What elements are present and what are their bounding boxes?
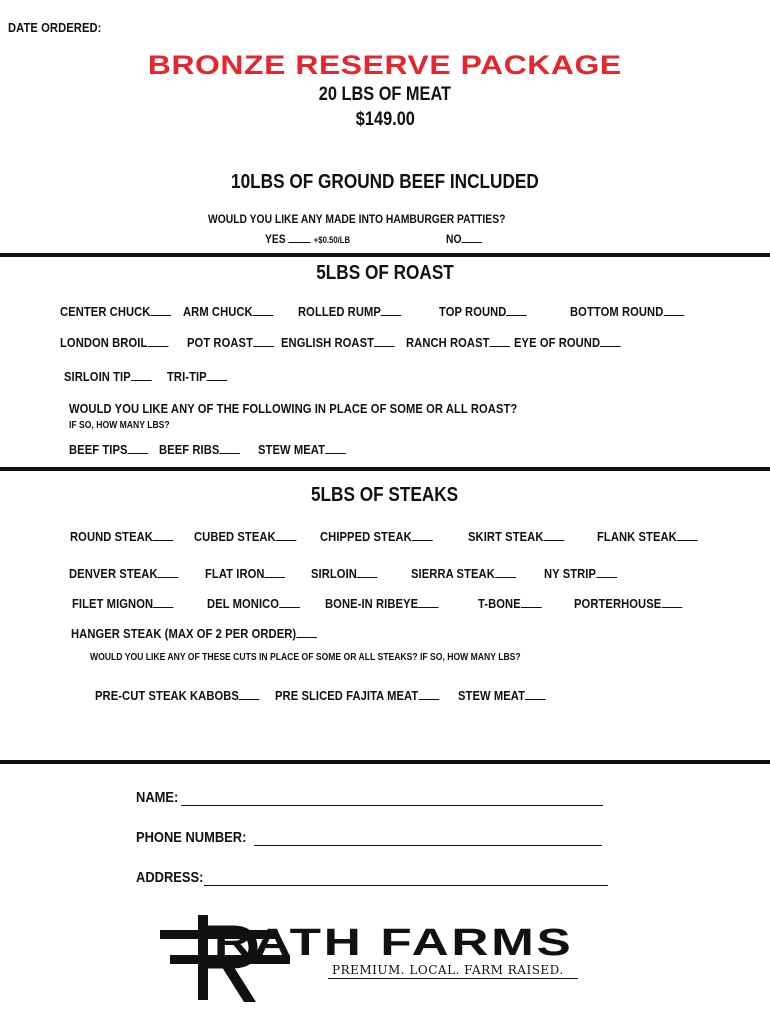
option-blank[interactable]	[600, 334, 621, 347]
option-blank[interactable]	[265, 565, 286, 578]
roast-heading-wrap	[0, 262, 770, 285]
option-label: STEW MEAT	[258, 442, 326, 457]
option-blank[interactable]	[490, 334, 511, 347]
option-blank[interactable]	[219, 441, 240, 454]
option-label: TOP ROUND	[439, 304, 507, 319]
option-label: SIRLOIN TIP	[64, 369, 131, 384]
option-label: FLANK STEAK	[597, 529, 677, 544]
steak-option[interactable]	[478, 595, 541, 611]
option-label: RANCH ROAST	[406, 335, 490, 350]
package-weight-wrap	[0, 84, 770, 106]
option-label: SIRLOIN	[311, 566, 357, 581]
steaks-heading-wrap	[0, 484, 770, 507]
date-ordered-label: DATE ORDERED:	[8, 20, 102, 35]
roast-option[interactable]	[298, 303, 402, 319]
option-blank[interactable]	[525, 687, 546, 700]
package-title: BRONZE RESERVE PACKAGE	[148, 50, 622, 80]
option-blank[interactable]	[381, 303, 402, 316]
patties-no-label: NO	[446, 232, 462, 246]
ground-beef-heading: 10LBS OF GROUND BEEF INCLUDED	[231, 171, 539, 193]
option-blank[interactable]	[495, 565, 516, 578]
option-blank[interactable]	[521, 595, 542, 608]
name-label: NAME:	[136, 789, 179, 806]
option-blank[interactable]	[158, 565, 179, 578]
steak-option[interactable]	[205, 565, 285, 581]
option-blank[interactable]	[325, 441, 346, 454]
option-label: PORTERHOUSE	[574, 596, 662, 611]
roast-substitute-option[interactable]	[69, 441, 148, 457]
option-blank[interactable]	[276, 528, 297, 541]
section-divider	[0, 253, 770, 257]
patties-question: WOULD YOU LIKE ANY MADE INTO HAMBURGER PATTIES?	[208, 212, 506, 226]
steak-option[interactable]	[311, 565, 378, 581]
patties-yes-label: YES	[265, 232, 286, 246]
steak-substitute-option[interactable]	[95, 687, 260, 703]
option-label: CENTER CHUCK	[60, 304, 151, 319]
address-field[interactable]	[204, 885, 608, 886]
option-label: BOTTOM ROUND	[570, 304, 664, 319]
rath-farms-logo	[158, 910, 598, 1005]
option-label: PRE-CUT STEAK KABOBS	[95, 688, 239, 703]
phone-label: PHONE NUMBER:	[136, 829, 247, 846]
steak-option[interactable]	[72, 595, 174, 611]
option-label: BONE-IN RIBEYE	[325, 596, 419, 611]
option-label: HANGER STEAK (MAX OF 2 PER ORDER)	[71, 626, 297, 641]
roast-option[interactable]	[167, 368, 227, 384]
roast-option[interactable]	[60, 303, 171, 319]
steak-option[interactable]	[207, 595, 300, 611]
roast-option[interactable]	[514, 334, 621, 350]
steak-option[interactable]	[325, 595, 439, 611]
patties-yes-option[interactable]	[265, 230, 350, 246]
steak-substitute-option[interactable]	[458, 687, 546, 703]
steak-option[interactable]	[71, 625, 317, 641]
roast-substitute-option[interactable]	[159, 441, 240, 457]
package-price-wrap	[0, 109, 770, 131]
option-blank[interactable]	[150, 303, 171, 316]
steak-option[interactable]	[597, 528, 697, 544]
option-blank[interactable]	[357, 565, 378, 578]
option-blank[interactable]	[207, 368, 228, 381]
option-label: FLAT IRON	[205, 566, 265, 581]
option-label: EYE OF ROUND	[514, 335, 601, 350]
steak-substitute-question: WOULD YOU LIKE ANY OF THESE CUTS IN PLACE OF SOME OR ALL STEAKS? IF SO, HOW MANY LBS?	[90, 652, 521, 663]
option-label: LONDON BROIL	[60, 335, 148, 350]
option-label: SIERRA STEAK	[411, 566, 495, 581]
patties-no-blank[interactable]	[461, 230, 482, 243]
steak-option[interactable]	[574, 595, 682, 611]
option-blank[interactable]	[239, 687, 260, 700]
roast-substitute-note: IF SO, HOW MANY LBS?	[69, 420, 170, 431]
patties-no-option[interactable]	[446, 230, 482, 246]
roast-option[interactable]	[187, 334, 274, 350]
option-blank[interactable]	[279, 595, 300, 608]
steak-option[interactable]	[468, 528, 564, 544]
option-label: TRI-TIP	[167, 369, 207, 384]
brand-tagline: PREMIUM. LOCAL. FARM RAISED.	[332, 963, 564, 977]
option-blank[interactable]	[374, 334, 395, 347]
tagline-underline	[328, 978, 578, 979]
option-blank[interactable]	[418, 595, 439, 608]
option-blank[interactable]	[296, 625, 317, 638]
option-label: SKIRT STEAK	[468, 529, 544, 544]
option-label: BEEF RIBS	[159, 442, 220, 457]
option-label: ENGLISH ROAST	[281, 335, 375, 350]
option-label: DEL MONICO	[207, 596, 280, 611]
roast-option[interactable]	[406, 334, 510, 350]
package-title-wrap	[0, 50, 770, 81]
phone-field[interactable]	[254, 845, 602, 846]
name-field[interactable]	[181, 805, 603, 806]
steak-substitute-option[interactable]	[275, 687, 439, 703]
package-price: $149.00	[355, 109, 415, 130]
patties-yes-blank[interactable]	[289, 230, 311, 243]
option-blank[interactable]	[543, 528, 564, 541]
address-label: ADDRESS:	[136, 869, 204, 886]
steak-option[interactable]	[544, 565, 617, 581]
roast-substitute-option[interactable]	[258, 441, 346, 457]
section-divider	[0, 760, 770, 764]
option-blank[interactable]	[153, 528, 174, 541]
steak-option[interactable]	[411, 565, 516, 581]
option-label: STEW MEAT	[458, 688, 526, 703]
option-blank[interactable]	[153, 595, 174, 608]
option-blank[interactable]	[147, 334, 168, 347]
roast-option[interactable]	[570, 303, 684, 319]
ground-beef-heading-wrap	[0, 171, 770, 194]
roast-option[interactable]	[60, 334, 168, 350]
option-blank[interactable]	[418, 687, 439, 700]
option-label: POT ROAST	[187, 335, 254, 350]
brand-name: RATH FARMS	[214, 922, 574, 964]
option-label: DENVER STEAK	[69, 566, 158, 581]
option-label: FILET MIGNON	[72, 596, 154, 611]
steak-option[interactable]	[69, 565, 178, 581]
roast-option[interactable]	[64, 368, 151, 384]
option-label: ARM CHUCK	[183, 304, 253, 319]
steak-option[interactable]	[70, 528, 174, 544]
roast-option[interactable]	[183, 303, 273, 319]
patties-price: +$0.50/LB	[313, 235, 351, 245]
steak-option[interactable]	[320, 528, 432, 544]
option-blank[interactable]	[661, 595, 682, 608]
option-blank[interactable]	[131, 368, 152, 381]
option-label: ROUND STEAK	[70, 529, 153, 544]
package-weight: 20 LBS OF MEAT	[318, 84, 452, 105]
option-label: CUBED STEAK	[194, 529, 276, 544]
steaks-heading: 5LBS OF STEAKS	[311, 484, 459, 506]
option-blank[interactable]	[253, 334, 274, 347]
option-blank[interactable]	[253, 303, 274, 316]
option-blank[interactable]	[596, 565, 617, 578]
steak-option[interactable]	[194, 528, 296, 544]
roast-option[interactable]	[439, 303, 527, 319]
option-label: ROLLED RUMP	[298, 304, 381, 319]
section-divider	[0, 467, 770, 471]
option-blank[interactable]	[128, 441, 149, 454]
option-label: NY STRIP	[544, 566, 597, 581]
roast-option[interactable]	[281, 334, 395, 350]
option-blank[interactable]	[663, 303, 684, 316]
option-label: PRE SLICED FAJITA MEAT	[275, 688, 419, 703]
roast-heading: 5LBS OF ROAST	[316, 262, 454, 284]
option-blank[interactable]	[506, 303, 527, 316]
option-blank[interactable]	[412, 528, 433, 541]
option-label: T-BONE	[478, 596, 521, 611]
option-label: BEEF TIPS	[69, 442, 128, 457]
option-label: CHIPPED STEAK	[320, 529, 412, 544]
option-blank[interactable]	[677, 528, 698, 541]
roast-substitute-question: WOULD YOU LIKE ANY OF THE FOLLOWING IN PLACE OF SOME OR ALL ROAST?	[69, 401, 518, 416]
